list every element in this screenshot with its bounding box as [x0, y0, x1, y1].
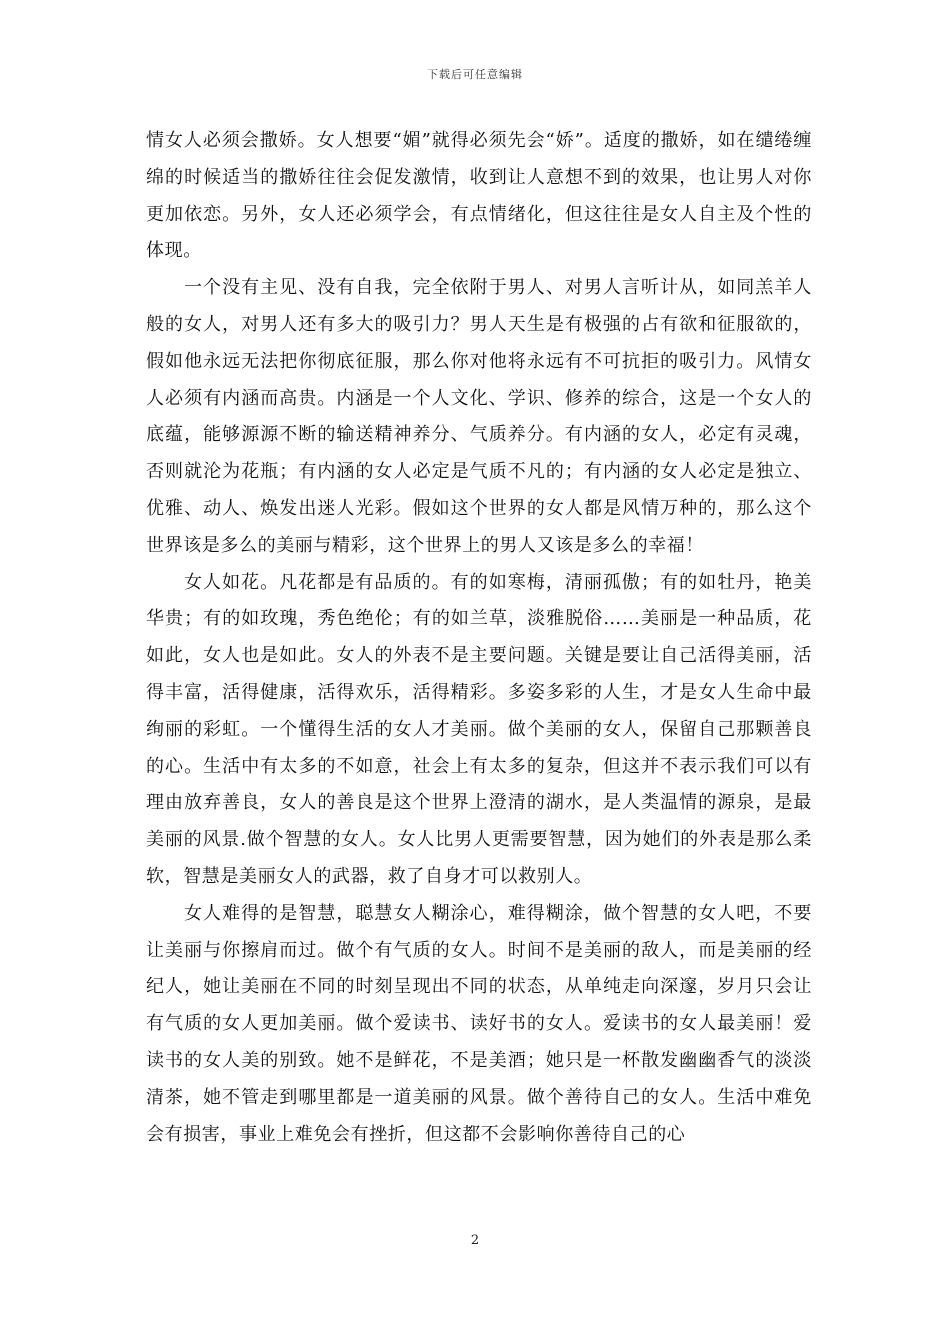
document-body [146, 123, 812, 1153]
paragraph-2: 一个没有主见、没有自我，完全依附于男人、对男人言听计从，如同羔羊人般的女人，对男人还有多大的吸引力？男人天生是有极强的占有欲和征服欲的，假如他永远无法把你彻底征服，那么你对他将永远有不可抗拒的吸引力。风情女人必须有内涵而高贵。内涵是一个人文化、学识、修养的综合，这是一个女人的底蕴，能够源源不断的输送精神养分、气质养分。有内涵的女人，必定有灵魂，否则就沦为花瓶；有内涵的女人必定是气质不凡的；有内涵的女人必定是独立、优雅、动人、焕发出迷人光彩。假如这个世界的女人都是风情万种的，那么这个世界该是多么的美丽与精彩，这个世界上的男人又该是多么的幸福！ [146, 277, 812, 556]
paragraph-3: 女人如花。凡花都是有品质的。有的如寒梅，清丽孤傲；有的如牡丹，艳美华贵；有的如玫瑰，秀色绝伦；有的如兰草，淡雅脱俗……美丽是一种品质，花如此，女人也是如此。女人的外表不是主要问题。关键是要让自己活得美丽，活得丰富，活得健康，活得欢乐，活得精彩。多姿多彩的人生，才是女人生命中最绚丽的彩虹。一个懂得生活的女人才美丽。做个美丽的女人，保留自己那颗善良的心。生活中有太多的不如意，社会上有太多的复杂，但这并不表示我们可以有理由放弃善良，女人的善良是这个世界上澄清的湖水，是人类温情的源泉，是最美丽的风景.做个智慧的女人。女人比男人更需要智慧，因为她们的外表是那么柔软，智慧是美丽女人的武器，救了自身才可以救别人。 [146, 571, 812, 887]
paragraph-1: 情女人必须会撒娇。女人想要“媚”就得必须先会“娇”。适度的撒娇，如在缱绻缠绵的时候适当的撒娇往往会促发激情，收到让人意想不到的效果，也让男人对你更加依恋。另外，女人还必须学会，有点情绪化，但这往往是女人自主及个性的体现。 [146, 130, 812, 262]
paragraph-4: 女人难得的是智慧，聪慧女人糊涂心，难得糊涂，做个智慧的女人吧，不要让美丽与你擦肩而过。做个有气质的女人。时间不是美丽的敌人，而是美丽的经纪人，她让美丽在不同的时刻呈现出不同的状态，从单纯走向深邃，岁月只会让有气质的女人更加美丽。做个爱读书、读好书的女人。爱读书的女人最美丽！爱读书的女人美的别致。她不是鲜花，不是美酒；她只是一杯散发幽幽香气的淡淡清茶，她不管走到哪里都是一道美丽的风景。做个善待自己的女人。生活中难免会有损害，事业上难免会有挫折，但这都不会影响你善待自己的心 [146, 902, 812, 1145]
page-header: 下载后可任意编辑 [427, 68, 523, 81]
page-number: 2 [470, 1233, 480, 1248]
